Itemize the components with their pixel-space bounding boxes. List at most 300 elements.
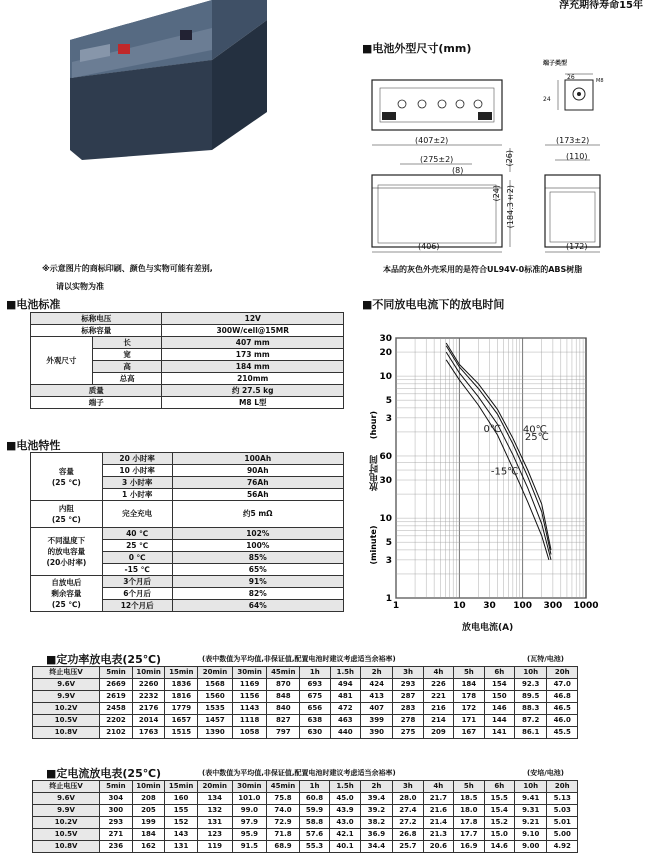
self-discharge-cell: 自放电后 剩余容量 (25 ℃) [31, 576, 103, 612]
value-cell: 1457 [198, 715, 233, 727]
value-cell: 226 [423, 679, 453, 691]
current-discharge-table [32, 780, 578, 853]
value-cell: 2260 [132, 679, 165, 691]
cap-rate: 3 小时率 [102, 477, 172, 489]
y-hour-tick-label: 30 [379, 334, 392, 344]
value-cell: 214 [423, 715, 453, 727]
y-minute-tick-label: 1 [385, 594, 392, 604]
value-cell: 1143 [232, 703, 267, 715]
value-cell: 209 [423, 727, 453, 739]
voltage-cell: 9.6V [33, 679, 100, 691]
dim-side-inner: (110) [566, 152, 588, 161]
power-table-unit: (瓦特/电池) [527, 655, 564, 663]
value-cell: 134 [197, 793, 232, 805]
cap-value: 56Ah [172, 489, 343, 501]
value-cell: 630 [300, 727, 330, 739]
x-tick-label: 1 [392, 601, 400, 611]
value-cell: 9.41 [515, 793, 547, 805]
value-cell: 86.1 [514, 727, 546, 739]
value-cell: 150 [484, 691, 514, 703]
std-label: 质量 [31, 385, 162, 397]
value-cell: 119 [197, 841, 232, 853]
table-header-cell: 3h [393, 781, 423, 793]
value-cell: 1657 [165, 715, 198, 727]
dim-h1: (26) [505, 150, 514, 167]
value-cell: 638 [300, 715, 330, 727]
std-dim-sub: 总高 [92, 373, 162, 385]
std-dim-sub: 高 [92, 361, 162, 373]
power-table-title: ■定功率放电表(25℃) [46, 653, 162, 666]
value-cell: 2669 [100, 679, 133, 691]
x-tick-label: 1000 [573, 601, 599, 611]
value-cell: 26.8 [393, 829, 423, 841]
table-header-cell: 30min [232, 781, 267, 793]
dim-inner-width: (275±2) [420, 155, 454, 164]
value-cell: 91.5 [232, 841, 267, 853]
value-cell: 300 [100, 805, 132, 817]
table-row [33, 841, 578, 853]
characteristics-table [30, 452, 344, 612]
y-hour-tick-label: 10 [379, 372, 392, 383]
table-header-cell: 1h [299, 781, 329, 793]
value-cell: 848 [267, 691, 300, 703]
value-cell: 21.7 [423, 793, 453, 805]
value-cell: 47.0 [547, 679, 578, 691]
value-cell: 9.10 [515, 829, 547, 841]
lifetime-header: 浮充期待寿命15年 [559, 0, 643, 11]
temp-value: 85% [172, 552, 343, 564]
value-cell: 146 [484, 703, 514, 715]
table-header-cell: 10h [514, 667, 546, 679]
value-cell: 101.0 [232, 793, 267, 805]
cap-rate: 10 小时率 [102, 465, 172, 477]
table-header-cell: 1h [300, 667, 330, 679]
table-row [33, 727, 578, 739]
value-cell: 827 [267, 715, 300, 727]
value-cell: 390 [361, 727, 393, 739]
table-row [33, 817, 578, 829]
y-upper-unit: (hour) [369, 410, 378, 440]
value-cell: 275 [393, 727, 423, 739]
value-cell: 1535 [198, 703, 233, 715]
power-table-note: (表中数值为平均值,非保证值,配置电池时建议考虑适当余裕率) [202, 655, 396, 663]
value-cell: 283 [393, 703, 423, 715]
value-cell: 27.4 [393, 805, 423, 817]
value-cell: 87.2 [514, 715, 546, 727]
self-label: 12个月后 [102, 600, 172, 612]
value-cell: 95.9 [232, 829, 267, 841]
self-value: 64% [172, 600, 343, 612]
series-label: 25℃ [524, 431, 549, 443]
cap-rate: 20 小时率 [102, 453, 172, 465]
value-cell: 1515 [165, 727, 198, 739]
value-cell: 28.0 [393, 793, 423, 805]
value-cell: 1763 [132, 727, 165, 739]
dim-side-base: (172) [566, 242, 588, 251]
discharge-time-chart [356, 320, 646, 645]
voltage-cell: 9.9V [33, 805, 100, 817]
value-cell: 1169 [232, 679, 267, 691]
table-header-cell: 5h [454, 781, 484, 793]
voltage-cell: 9.6V [33, 793, 100, 805]
value-cell: 17.7 [454, 829, 484, 841]
value-cell: 162 [132, 841, 165, 853]
current-table-title: ■定电流放电表(25℃) [46, 767, 162, 780]
cap-rate: 1 小时率 [102, 489, 172, 501]
value-cell: 39.4 [360, 793, 392, 805]
table-header-cell: 2h [361, 667, 393, 679]
table-row [33, 691, 578, 703]
value-cell: 40.1 [330, 841, 360, 853]
value-cell: 2014 [132, 715, 165, 727]
table-header-cell: 终止电压V [33, 667, 100, 679]
value-cell: 21.3 [423, 829, 453, 841]
value-cell: 132 [197, 805, 232, 817]
table-header-cell: 4h [423, 781, 453, 793]
value-cell: 481 [330, 691, 361, 703]
voltage-cell: 10.5V [33, 715, 100, 727]
temp-cap-cell: 不同温度下 的放电容量 (20小时率) [31, 528, 103, 576]
value-cell: 152 [165, 817, 198, 829]
y-hour-tick-label: 5 [385, 396, 392, 407]
table-header-cell: 终止电压V [33, 781, 100, 793]
current-table-note: (表中数值为平均值,非保证值,配置电池时建议考虑适当余裕率) [202, 769, 396, 777]
value-cell: 4.92 [547, 841, 578, 853]
value-cell: 236 [100, 841, 132, 853]
table-header-cell: 15min [165, 667, 198, 679]
value-cell: 18.5 [454, 793, 484, 805]
value-cell: 1560 [198, 691, 233, 703]
y-hour-tick-label: 20 [379, 348, 392, 359]
value-cell: 123 [197, 829, 232, 841]
dim-h3: (184.3±2) [506, 185, 515, 229]
value-cell: 15.5 [484, 793, 514, 805]
value-cell: 463 [330, 715, 361, 727]
value-cell: 278 [393, 715, 423, 727]
value-cell: 1816 [165, 691, 198, 703]
self-label: 3个月后 [102, 576, 172, 588]
value-cell: 160 [165, 793, 198, 805]
value-cell: 46.5 [547, 703, 578, 715]
value-cell: 208 [132, 793, 165, 805]
voltage-cell: 9.9V [33, 691, 100, 703]
y-minute-tick-label: 5 [385, 538, 392, 549]
table-header-cell: 30min [232, 667, 267, 679]
dim-side-total: (173±2) [556, 136, 590, 145]
series-label: 0℃ [483, 424, 502, 436]
y-minute-tick-label: 10 [379, 514, 392, 525]
terminal-thread: M8 [596, 78, 604, 84]
value-cell: 15.2 [484, 817, 514, 829]
std-label: 端子 [31, 397, 162, 409]
value-cell: 39.2 [360, 805, 392, 817]
temp-value: 65% [172, 564, 343, 576]
value-cell: 155 [165, 805, 198, 817]
y-hour-tick-label: 3 [385, 413, 392, 424]
temp-label: -15 ℃ [102, 564, 172, 576]
table-header-cell: 20min [198, 667, 233, 679]
product-note-1: ※示意图片的商标印刷、颜色与实物可能有差别, [42, 264, 213, 273]
chart-ylabel: 放电时间 [370, 455, 380, 491]
table-header-cell: 45min [267, 781, 300, 793]
y-lower-unit: (minute) [369, 525, 378, 565]
value-cell: 14.6 [484, 841, 514, 853]
value-cell: 1779 [165, 703, 198, 715]
table-row [33, 703, 578, 715]
table-header-cell: 2h [360, 781, 392, 793]
battery-photo [62, 0, 272, 160]
value-cell: 43.9 [330, 805, 360, 817]
table-header-cell: 1.5h [330, 781, 360, 793]
std-dim-sub: 宽 [92, 349, 162, 361]
table-row [33, 793, 578, 805]
temp-label: 40 ℃ [102, 528, 172, 540]
value-cell: 171 [454, 715, 484, 727]
value-cell: 167 [454, 727, 484, 739]
table-header-cell: 20min [197, 781, 232, 793]
cap-value: 76Ah [172, 477, 343, 489]
value-cell: 472 [330, 703, 361, 715]
table-header-cell: 10min [132, 781, 165, 793]
self-label: 6个月后 [102, 588, 172, 600]
table-row [33, 829, 578, 841]
value-cell: 15.4 [484, 805, 514, 817]
value-cell: 17.8 [454, 817, 484, 829]
value-cell: 59.9 [299, 805, 329, 817]
value-cell: 143 [165, 829, 198, 841]
value-cell: 440 [330, 727, 361, 739]
value-cell: 131 [197, 817, 232, 829]
value-cell: 46.8 [547, 691, 578, 703]
value-cell: 205 [132, 805, 165, 817]
temp-value: 102% [172, 528, 343, 540]
value-cell: 675 [300, 691, 330, 703]
value-cell: 693 [300, 679, 330, 691]
value-cell: 58.8 [299, 817, 329, 829]
std-value: 约 27.5 kg [162, 385, 344, 397]
value-cell: 71.8 [267, 829, 300, 841]
value-cell: 21.6 [423, 805, 453, 817]
power-discharge-table [32, 666, 578, 739]
std-value: 300W/cell@15MR [162, 325, 344, 337]
value-cell: 2202 [100, 715, 133, 727]
value-cell: 1836 [165, 679, 198, 691]
value-cell: 293 [393, 679, 423, 691]
table-header-cell: 20h [547, 667, 578, 679]
dims-title: ■电池外型尺寸(mm) [362, 42, 472, 55]
value-cell: 42.1 [330, 829, 360, 841]
cap-value: 90Ah [172, 465, 343, 477]
value-cell: 184 [454, 679, 484, 691]
temp-label: 25 ℃ [102, 540, 172, 552]
material-note: 本品的灰色外壳采用的是符合UL94V-0标准的ABS树脂 [383, 265, 583, 274]
value-cell: 287 [393, 691, 423, 703]
std-label: 标称电压 [31, 313, 162, 325]
value-cell: 399 [361, 715, 393, 727]
value-cell: 797 [267, 727, 300, 739]
characteristics-title: ■电池特性 [6, 439, 61, 452]
value-cell: 25.7 [393, 841, 423, 853]
value-cell: 43.0 [330, 817, 360, 829]
value-cell: 27.2 [393, 817, 423, 829]
resist-cell: 内阻 (25 ℃) [31, 501, 103, 528]
voltage-cell: 10.2V [33, 817, 100, 829]
table-header-cell: 3h [393, 667, 423, 679]
value-cell: 97.9 [232, 817, 267, 829]
value-cell: 92.3 [514, 679, 546, 691]
std-dim-value: 173 mm [162, 349, 344, 361]
voltage-cell: 10.8V [33, 841, 100, 853]
table-header-cell: 45min [267, 667, 300, 679]
value-cell: 18.0 [454, 805, 484, 817]
std-value: 12V [162, 313, 344, 325]
value-cell: 88.3 [514, 703, 546, 715]
value-cell: 74.0 [267, 805, 300, 817]
value-cell: 1156 [232, 691, 267, 703]
value-cell: 172 [454, 703, 484, 715]
value-cell: 5.13 [547, 793, 578, 805]
value-cell: 99.0 [232, 805, 267, 817]
std-label: 标称容量 [31, 325, 162, 337]
value-cell: 72.9 [267, 817, 300, 829]
std-dim-sub: 长 [92, 337, 162, 349]
x-tick-label: 30 [483, 601, 496, 611]
value-cell: 413 [361, 691, 393, 703]
value-cell: 1058 [232, 727, 267, 739]
table-header-cell: 10h [515, 781, 547, 793]
value-cell: 38.2 [360, 817, 392, 829]
value-cell: 2232 [132, 691, 165, 703]
x-tick-label: 10 [453, 601, 466, 611]
value-cell: 34.4 [360, 841, 392, 853]
value-cell: 68.9 [267, 841, 300, 853]
temp-label: 0 ℃ [102, 552, 172, 564]
value-cell: 494 [330, 679, 361, 691]
cap-value: 100Ah [172, 453, 343, 465]
value-cell: 5.01 [547, 817, 578, 829]
x-tick-label: 300 [543, 601, 563, 611]
value-cell: 271 [100, 829, 132, 841]
series-label: -15℃ [490, 466, 519, 478]
value-cell: 199 [132, 817, 165, 829]
current-table-unit: (安培/电池) [527, 769, 564, 777]
value-cell: 154 [484, 679, 514, 691]
value-cell: 424 [361, 679, 393, 691]
standard-table [30, 312, 344, 409]
table-header-cell: 5min [100, 781, 132, 793]
value-cell: 221 [423, 691, 453, 703]
value-cell: 840 [267, 703, 300, 715]
value-cell: 184 [132, 829, 165, 841]
value-cell: 656 [300, 703, 330, 715]
value-cell: 5.00 [547, 829, 578, 841]
value-cell: 55.3 [299, 841, 329, 853]
value-cell: 1118 [232, 715, 267, 727]
dim-small: (8) [452, 166, 464, 175]
value-cell: 9.00 [515, 841, 547, 853]
table-header-cell: 1.5h [330, 667, 361, 679]
table-header-cell: 20h [547, 781, 578, 793]
std-dim-label: 外观尺寸 [31, 337, 93, 385]
table-header-cell: 5min [100, 667, 133, 679]
table-header-cell: 6h [484, 781, 514, 793]
value-cell: 45.0 [330, 793, 360, 805]
value-cell: 89.5 [514, 691, 546, 703]
value-cell: 304 [100, 793, 132, 805]
value-cell: 36.9 [360, 829, 392, 841]
voltage-cell: 10.5V [33, 829, 100, 841]
terminal-height: 24 [543, 96, 551, 103]
table-header-cell: 10min [132, 667, 165, 679]
chart-title: ■不同放电电流下的放电时间 [362, 298, 505, 311]
dim-h2: (24) [492, 185, 501, 202]
standard-title: ■电池标准 [6, 298, 61, 311]
value-cell: 60.8 [299, 793, 329, 805]
value-cell: 5.03 [547, 805, 578, 817]
std-dim-value: 210mm [162, 373, 344, 385]
value-cell: 21.4 [423, 817, 453, 829]
value-cell: 144 [484, 715, 514, 727]
value-cell: 407 [361, 703, 393, 715]
value-cell: 20.6 [423, 841, 453, 853]
value-cell: 1390 [198, 727, 233, 739]
value-cell: 75.8 [267, 793, 300, 805]
std-dim-value: 184 mm [162, 361, 344, 373]
product-note-2: 请以实物为准 [56, 282, 104, 291]
voltage-cell: 10.2V [33, 703, 100, 715]
dim-total-width: (407±2) [415, 136, 449, 145]
table-header-cell: 4h [423, 667, 453, 679]
x-tick-label: 100 [513, 601, 533, 611]
y-minute-tick-label: 3 [385, 555, 392, 566]
series-label: 40℃ [522, 424, 547, 436]
table-row [33, 679, 578, 691]
value-cell: 57.6 [299, 829, 329, 841]
table-header-cell: 5h [454, 667, 484, 679]
value-cell: 1568 [198, 679, 233, 691]
value-cell: 9.31 [515, 805, 547, 817]
value-cell: 2458 [100, 703, 133, 715]
value-cell: 16.9 [454, 841, 484, 853]
value-cell: 216 [423, 703, 453, 715]
value-cell: 178 [454, 691, 484, 703]
value-cell: 45.5 [547, 727, 578, 739]
value-cell: 9.21 [515, 817, 547, 829]
table-header-cell: 15min [165, 781, 198, 793]
capacity-cell: 容量 (25 ℃) [31, 453, 103, 501]
y-minute-tick-label: 30 [379, 476, 392, 487]
temp-value: 100% [172, 540, 343, 552]
terminal-width: 26 [567, 74, 575, 81]
chart-xlabel: 放电电流(A) [462, 623, 514, 633]
value-cell: 46.0 [547, 715, 578, 727]
terminal-label: 端子类型 [543, 60, 568, 67]
std-value: M8 L型 [162, 397, 344, 409]
value-cell: 2619 [100, 691, 133, 703]
value-cell: 141 [484, 727, 514, 739]
y-minute-tick-label: 60 [379, 451, 392, 462]
table-row [33, 715, 578, 727]
value-cell: 2176 [132, 703, 165, 715]
resist-value: 约5 mΩ [172, 501, 343, 528]
value-cell: 2102 [100, 727, 133, 739]
dim-base: (406) [418, 242, 440, 251]
std-dim-value: 407 mm [162, 337, 344, 349]
table-header-cell: 6h [484, 667, 514, 679]
value-cell: 293 [100, 817, 132, 829]
value-cell: 15.0 [484, 829, 514, 841]
voltage-cell: 10.8V [33, 727, 100, 739]
